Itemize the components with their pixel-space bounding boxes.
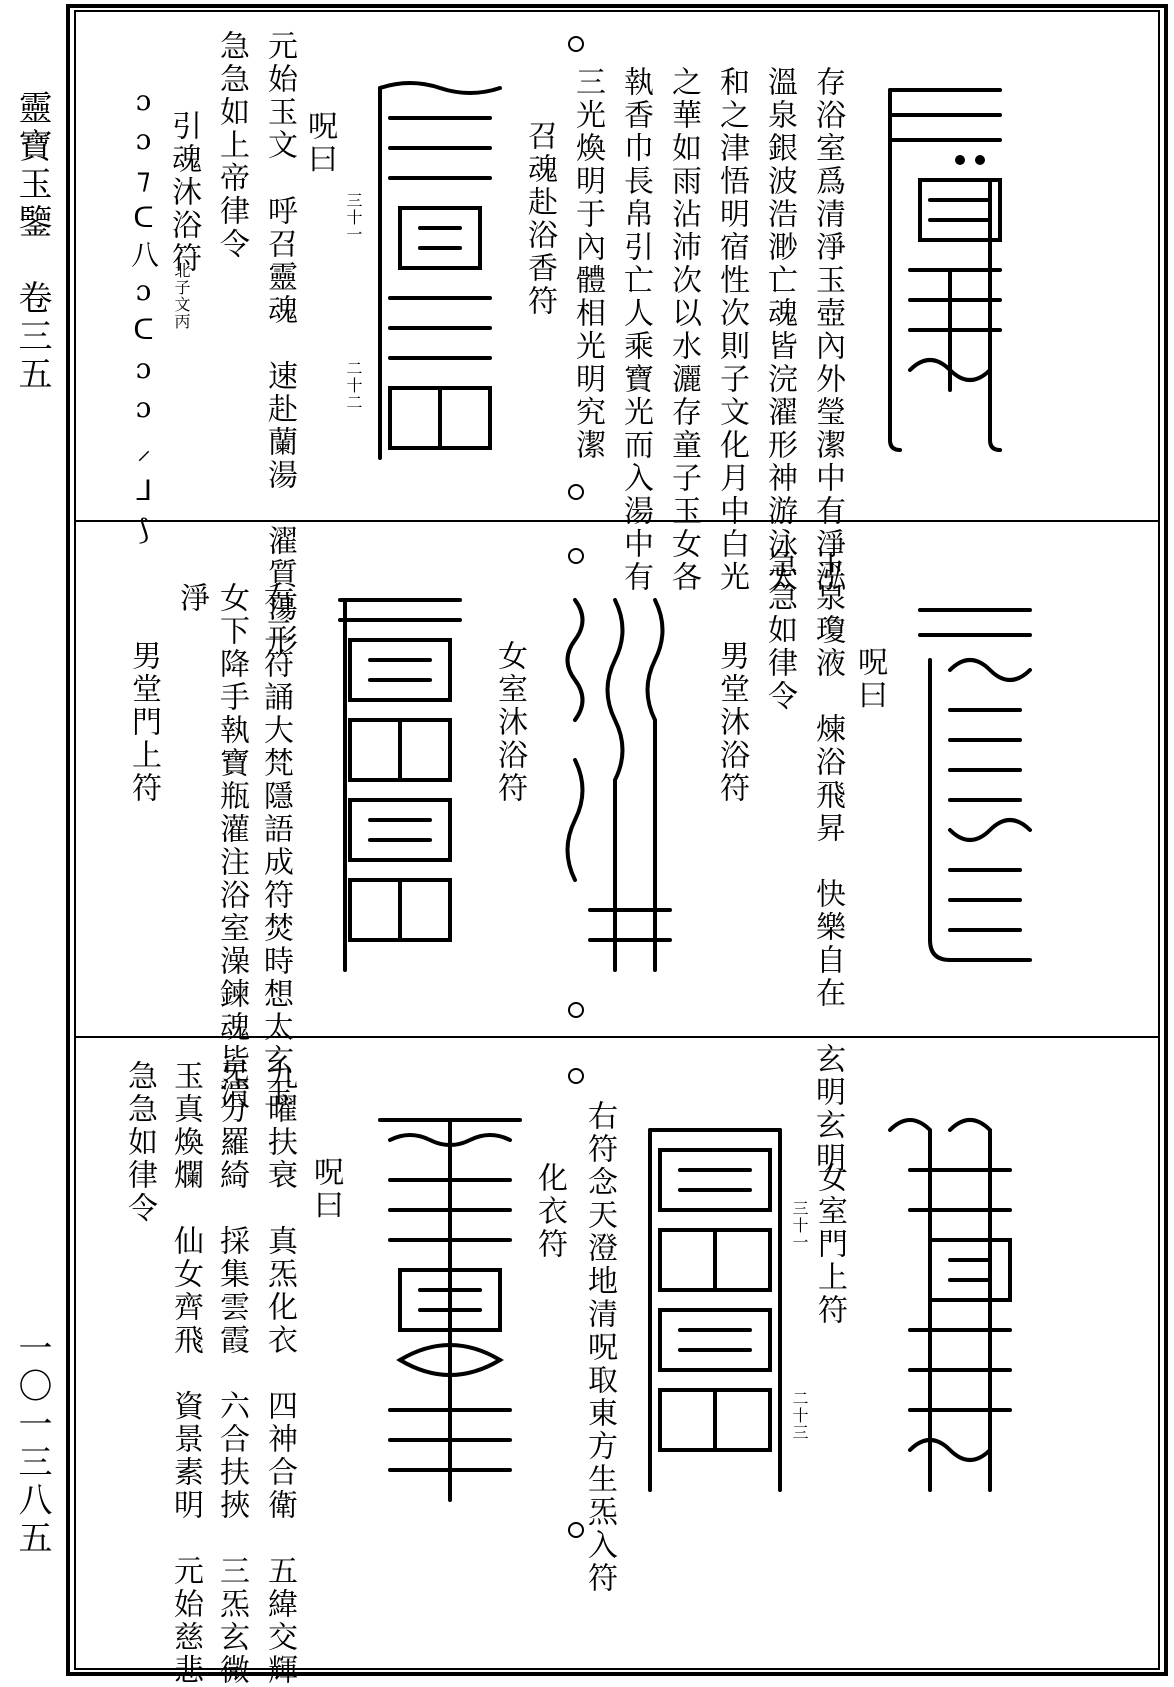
incantation-line-1: 玉泉瓊液 煉浴飛昇 快樂自在 玄明玄明 <box>810 548 845 1175</box>
margin-page-number: 一〇一三八五 <box>12 1330 52 1558</box>
binding-hole-marker <box>568 548 584 564</box>
page-mark-a: 三十一 <box>344 192 363 243</box>
binding-hole-marker <box>568 1002 584 1018</box>
incantation-line-2: 炁分羅綺 採集雲霞 六合扶挾 三炁玄微 <box>214 1060 249 1687</box>
talisman-large-5 <box>870 1110 1020 1510</box>
incantation-line-1: 元始玉文 呼召靈魂 速赴蘭湯 濯質蕩形 <box>262 30 297 657</box>
section1-text-col-3: 和之津悟明宿性次則子文化月中白光 <box>714 66 749 594</box>
talisman-large-4 <box>330 590 470 980</box>
fu-title-female-room-bath: 女室沐浴符 <box>492 640 527 805</box>
incantation-line-1: 九曜扶衰 真炁化衣 四神合衛 五緯交輝 <box>262 1060 297 1687</box>
talisman-large-3 <box>910 590 1040 980</box>
binding-hole-marker <box>568 1068 584 1084</box>
talisman-large-2 <box>370 78 510 468</box>
fu-title-female-room-door: 女室門上符 <box>812 1162 847 1327</box>
fu-title-male-hall-door: 男堂門上符 <box>126 640 161 805</box>
binding-hole-marker <box>568 484 584 500</box>
fu-title-summon-soul: 召魂赴浴香符 <box>522 120 557 318</box>
section1-text-col-2: 溫泉銀波浩渺亡魂皆浣濯形神游泳太 <box>762 66 797 594</box>
incantation-line-4: 急急如律令 <box>122 1060 157 1225</box>
page-mark-a: 三十一 <box>790 1200 809 1251</box>
section1-text-col-6: 三光煥明于內體相光明究潔 <box>570 66 605 462</box>
page-mark-b: 二十三 <box>790 1390 809 1441</box>
incantation-label: 呪曰 <box>308 1156 343 1222</box>
section2-text-col-1: 右二符誦大梵隱語成符焚時想太玄玉 <box>258 582 293 1110</box>
incantation-label: 呪曰 <box>852 646 887 712</box>
fu-title-lead-soul-bath: 引魂沐浴符 <box>166 110 201 275</box>
section2-text-col-2: 女下降手執寶瓶灌注浴室澡鍊魂皆清 <box>214 582 249 1110</box>
incantation-label: 呪曰 <box>302 110 337 176</box>
talisman-large-7 <box>370 1100 530 1520</box>
binding-hole-marker <box>568 36 584 52</box>
talisman-large-6 <box>640 1110 790 1510</box>
fu-title-robe-transform: 化衣符 <box>532 1162 567 1261</box>
section1-text-col-1: 存浴室爲清淨玉壺內外瑩潔中有淨泓 <box>810 66 845 594</box>
section1-text-col-5: 執香巾長帛引亡人乘寶光而入湯中有 <box>618 66 653 594</box>
fu-title-male-hall-bath: 男堂沐浴符 <box>714 640 749 805</box>
section2-text-col-3: 淨 <box>174 582 209 615</box>
fu-note: 北子文丙 <box>172 262 191 330</box>
page-mark-b: 二十二 <box>344 360 363 411</box>
binding-hole-marker <box>568 1522 584 1538</box>
talisman-tall-bath <box>560 590 690 980</box>
section3-text-col-1: 右符念天澄地清呪取東方生炁入符 <box>582 1100 617 1595</box>
incantation-line-2: 急急如律令 <box>762 548 797 713</box>
cursive-strokes: ɔɔ⁊ᑕ八ɔᑕɔɔ⸝ᒧ⟆ <box>127 84 160 552</box>
incantation-line-2: 急急如上帝律令 <box>214 30 249 261</box>
talisman-large-1 <box>870 70 1020 460</box>
section1-text-col-4: 之華如雨沾沛次以水灑存童子玉女各 <box>666 66 701 594</box>
incantation-line-3: 玉真煥爛 仙女齊飛 資景素明 元始慈悲 <box>168 1060 203 1687</box>
margin-title: 靈寶玉鑒 卷三五 <box>12 90 52 394</box>
